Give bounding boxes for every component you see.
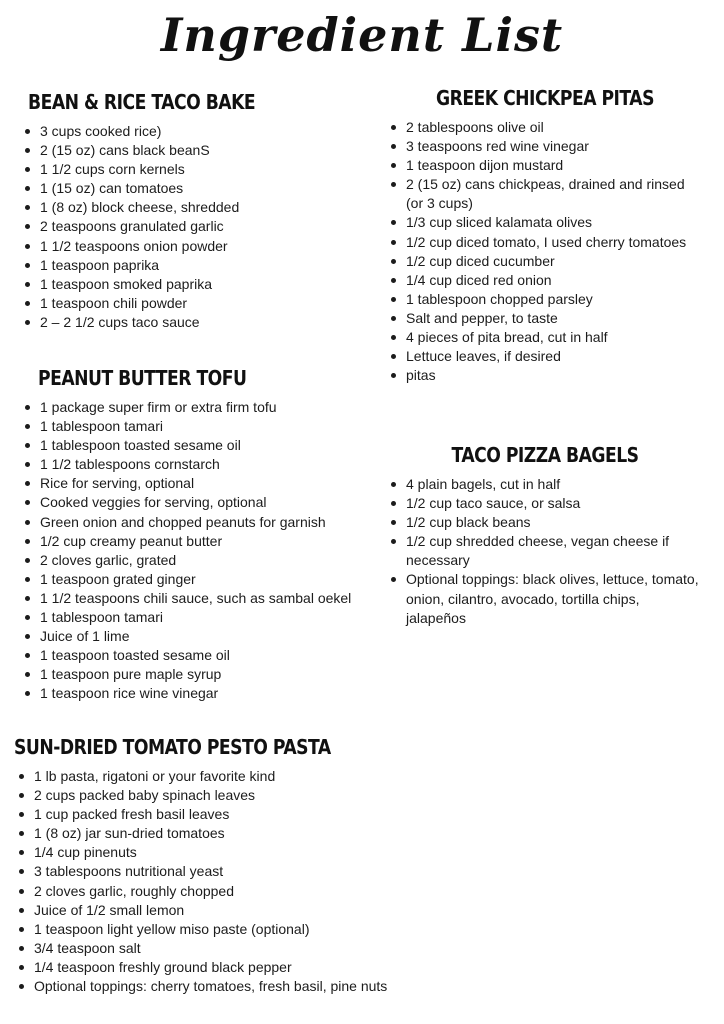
page-title: Ingredient List: [160, 8, 564, 62]
ingredient-item: 1 tablespoon tamari: [24, 608, 384, 627]
ingredient-item: 1/2 cup shredded cheese, vegan cheese if necessary: [390, 532, 700, 570]
section-title: SUN-DRIED TOMATO PESTO PASTA: [14, 735, 331, 759]
ingredient-item: 1/2 cup diced cucumber: [390, 252, 700, 271]
ingredient-item: pitas: [390, 366, 700, 385]
ingredient-item: 2 cloves garlic, grated: [24, 551, 384, 570]
ingredient-item: 1 cup packed fresh basil leaves: [18, 805, 438, 824]
section-greek-chickpea-pitas: [390, 86, 700, 385]
ingredient-item: 1 tablespoon toasted sesame oil: [24, 436, 384, 455]
ingredient-list: [390, 118, 700, 385]
ingredient-item: 3 tablespoons nutritional yeast: [18, 862, 438, 881]
ingredient-item: Cooked veggies for serving, optional: [24, 493, 384, 512]
ingredient-item: 1/4 teaspoon freshly ground black pepper: [18, 958, 438, 977]
ingredient-item: 1 1/2 teaspoons onion powder: [24, 237, 364, 256]
ingredient-item: 2 cloves garlic, roughly chopped: [18, 882, 438, 901]
ingredient-item: 1 lb pasta, rigatoni or your favorite kind: [18, 767, 438, 786]
ingredient-item: 1/3 cup sliced kalamata olives: [390, 213, 700, 232]
ingredient-item: 2 tablespoons olive oil: [390, 118, 700, 137]
ingredient-list: [24, 398, 384, 704]
ingredient-item: 2 (15 oz) cans black beanS: [24, 141, 364, 160]
ingredient-item: 1/4 cup pinenuts: [18, 843, 438, 862]
ingredient-list: [24, 122, 364, 332]
ingredient-item: Green onion and chopped peanuts for garnish: [24, 513, 384, 532]
section-sun-dried-tomato-pesto-pasta: [14, 735, 438, 996]
ingredient-item: 1 (8 oz) block cheese, shredded: [24, 198, 364, 217]
ingredient-item: 1 teaspoon chili powder: [24, 294, 364, 313]
ingredient-item: 1 teaspoon grated ginger: [24, 570, 384, 589]
ingredient-item: 1 teaspoon smoked paprika: [24, 275, 364, 294]
ingredient-item: 1 (8 oz) jar sun-dried tomatoes: [18, 824, 438, 843]
ingredient-item: 1/2 cup diced tomato, I used cherry tomatoes: [390, 233, 700, 252]
ingredient-item: Optional toppings: cherry tomatoes, fresh basil, pine nuts: [18, 977, 438, 996]
ingredient-item: 4 plain bagels, cut in half: [390, 475, 700, 494]
ingredient-item: 1 teaspoon paprika: [24, 256, 364, 275]
section-taco-pizza-bagels: [390, 443, 700, 628]
section-title: GREEK CHICKPEA PITAS: [435, 86, 654, 110]
ingredient-item: 1 1/2 teaspoons chili sauce, such as sambal oekel: [24, 589, 384, 608]
ingredient-item: 4 pieces of pita bread, cut in half: [390, 328, 700, 347]
ingredient-item: 2 cups packed baby spinach leaves: [18, 786, 438, 805]
ingredient-item: 1/2 cup creamy peanut butter: [24, 532, 384, 551]
ingredient-item: 1 tablespoon chopped parsley: [390, 290, 700, 309]
ingredient-item: 1/2 cup taco sauce, or salsa: [390, 494, 700, 513]
ingredient-item: 2 (15 oz) cans chickpeas, drained and rinsed (or 3 cups): [390, 175, 700, 213]
ingredient-item: 1 1/2 cups corn kernels: [24, 160, 364, 179]
ingredient-item: 1 1/2 tablespoons cornstarch: [24, 455, 384, 474]
ingredient-item: Rice for serving, optional: [24, 474, 384, 493]
ingredient-item: 1 teaspoon rice wine vinegar: [24, 684, 384, 703]
section-bean-rice-taco-bake: [24, 90, 364, 332]
ingredient-item: 1 tablespoon tamari: [24, 417, 384, 436]
section-title: BEAN & RICE TACO BAKE: [28, 90, 256, 114]
ingredient-item: 1 (15 oz) can tomatoes: [24, 179, 364, 198]
ingredient-item: 1/2 cup black beans: [390, 513, 700, 532]
ingredient-item: Optional toppings: black olives, lettuce, tomato, onion, cilantro, avocado, tortilla chips, jalapeños: [390, 570, 700, 627]
ingredient-item: Lettuce leaves, if desired: [390, 347, 700, 366]
section-title: TACO PIZZA BAGELS: [451, 443, 639, 467]
ingredient-item: 1 teaspoon light yellow miso paste (optional): [18, 920, 438, 939]
ingredient-item: 1/4 cup diced red onion: [390, 271, 700, 290]
ingredient-list: [18, 767, 438, 996]
ingredient-item: Juice of 1 lime: [24, 627, 384, 646]
ingredient-item: 3/4 teaspoon salt: [18, 939, 438, 958]
section-peanut-butter-tofu: [24, 366, 384, 704]
ingredient-item: 1 teaspoon dijon mustard: [390, 156, 700, 175]
ingredient-item: 1 package super firm or extra firm tofu: [24, 398, 384, 417]
ingredient-item: Salt and pepper, to taste: [390, 309, 700, 328]
ingredient-item: 3 cups cooked rice): [24, 122, 364, 141]
ingredient-item: 2 teaspoons granulated garlic: [24, 217, 364, 236]
ingredient-item: 1 teaspoon toasted sesame oil: [24, 646, 384, 665]
ingredient-item: 2 – 2 1/2 cups taco sauce: [24, 313, 364, 332]
ingredient-list: [390, 475, 700, 628]
ingredient-item: 1 teaspoon pure maple syrup: [24, 665, 384, 684]
section-title: PEANUT BUTTER TOFU: [38, 366, 247, 390]
ingredient-item: 3 teaspoons red wine vinegar: [390, 137, 700, 156]
ingredient-item: Juice of 1/2 small lemon: [18, 901, 438, 920]
